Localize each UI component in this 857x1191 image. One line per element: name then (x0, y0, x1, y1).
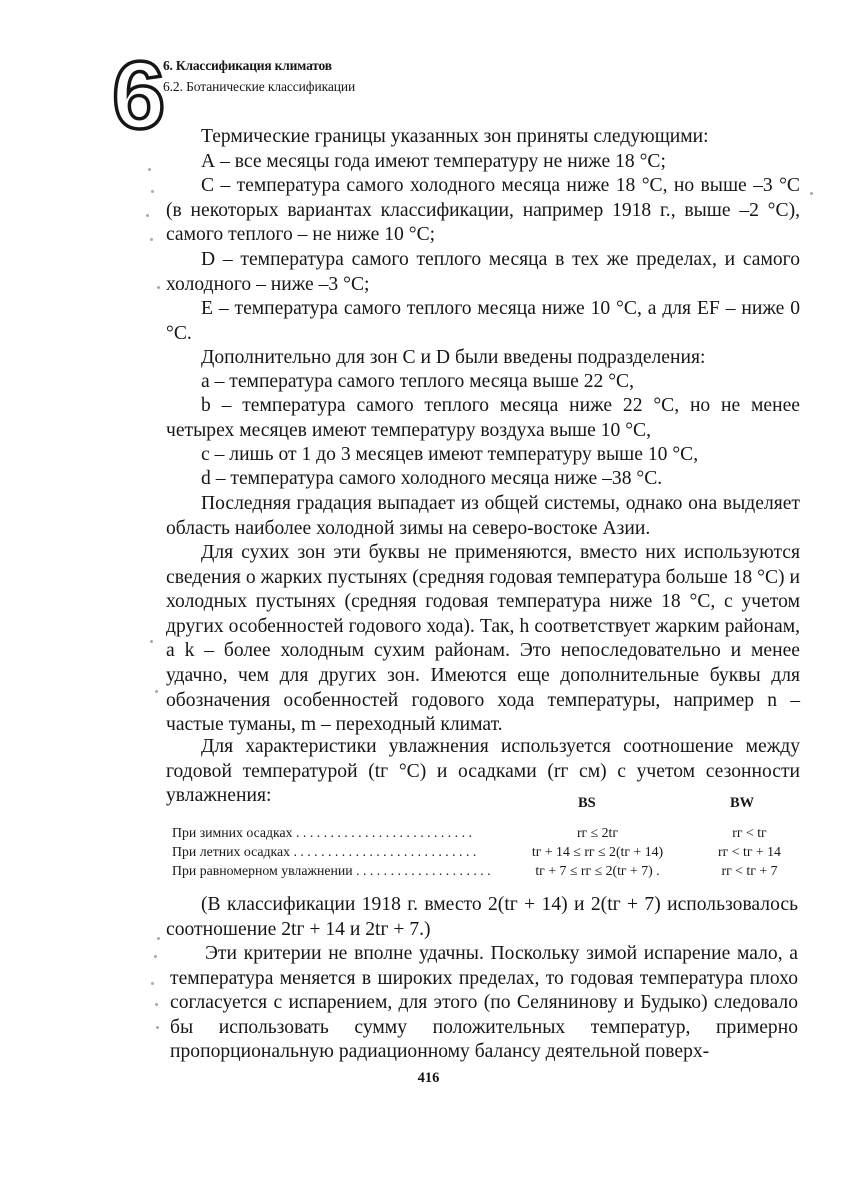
chapter-title: 6. Классификация климатов (163, 58, 332, 73)
table-row (172, 823, 804, 842)
scan-speck (156, 1026, 159, 1029)
paragraph: Дополнительно для зон С и D были введены подразделения: (201, 347, 706, 368)
row-label: При равномерном увлажнении . . . . . . . . . . . . . . . . . . . . (172, 863, 491, 878)
paragraph: с – лишь от 1 до 3 месяцев имеют температуру выше 10 °С, (201, 444, 699, 465)
bw-criterion: rг < tг + 7 (721, 863, 778, 878)
row-label: При летних осадках . . . . . . . . . . . . . . . . . . . . . . . . . . . (172, 844, 477, 859)
scan-speck (155, 1003, 158, 1006)
bw-criterion: rг < tг + 14 (718, 844, 781, 859)
row-label: При зимних осадках . . . . . . . . . . . . . . . . . . . . . . . . . . (172, 825, 472, 840)
paragraph: Е – температура самого теплого месяца ниже 10 °С, а для EF – ниже 0 °С. (166, 298, 800, 344)
paragraph: А – все месяцы года имеют температуру не ниже 18 °С; (201, 151, 666, 172)
page-number: 416 (417, 1070, 440, 1086)
bs-criterion: tг + 14 ≤ rг ≤ 2(tг + 14) (531, 844, 664, 859)
chapter-number-graphic: 6 (112, 42, 166, 149)
bs-criterion: tг + 7 ≤ rг ≤ 2(tг + 7) . (535, 863, 660, 878)
scan-speck (157, 286, 160, 289)
moisture-table-header-bw: BW (730, 795, 755, 811)
paragraph: Эти критерии не вполне удачны. Поскольку зимой испарение мало, а температура меняется в широких пределах, то годовая температура плохо согласуется с испарением, для этого (по Селянинову и Будыко) следовало бы использовать сумму положительных температур, примерно пропорциональную радиационному балансу деятельной поверх- (170, 943, 798, 1063)
scan-speck (154, 955, 157, 958)
paragraph: (В классификации 1918 г. вместо 2(tг + 14) и 2(tг + 7) использовалось соотношение 2tг + 14 и 2tг + 7.) (166, 894, 798, 940)
scan-speck (155, 690, 158, 693)
bs-criterion: rг ≤ 2tг (576, 825, 619, 840)
paragraph: Последняя градация выпадает из общей системы, однако она выделяет область наиболее холодной зимы на северо-востоке Азии. (166, 493, 800, 539)
scan-speck (146, 214, 149, 217)
scan-speck (151, 190, 154, 193)
paragraph: d – температура самого холодного месяца ниже –38 °С. (201, 468, 663, 489)
scan-speck (150, 238, 153, 241)
paragraph: Для характеристики увлажнения используется соотношение между годовой температурой (tг °С) и осадками (rг см) с учетом сезонности увлажнения: (166, 736, 800, 807)
scan-speck (151, 982, 154, 985)
scan-speck (150, 640, 153, 643)
paragraph: Для сухих зон эти буквы не применяются, вместо них используются сведения о жарких пустынях (средняя годовая температура больше 18 °С) и холодных пустынях (средняя годовая температура ниже 18 °С, с учетом других особенностей годового хода). Так, h соответствует жарким районам, а k – более холодным сухим районам. Это непоследовательно и менее удачно, чем для других зон. Имеются еще дополнительные буквы для обозначения особенностей годового хода температуры, например n – частые туманы, m – переходный климат. (166, 542, 800, 736)
table-row (172, 842, 804, 861)
bw-criterion: rг < tг (732, 825, 767, 840)
paragraph: Термические границы указанных зон приняты следующими: (201, 126, 709, 147)
paragraph: а – температура самого теплого месяца выше 22 °С, (201, 371, 635, 392)
moisture-table (172, 823, 804, 880)
scan-speck (157, 937, 160, 940)
moisture-table-header-bs: BS (578, 795, 596, 811)
table-row (172, 861, 804, 880)
paragraph: D – температура самого теплого месяца в тех же пределах, и самого холодного – ниже –3 °С; (166, 249, 800, 295)
scan-speck (148, 168, 151, 171)
scan-speck (810, 192, 813, 195)
section-title: 6.2. Ботанические классификации (163, 79, 356, 94)
paragraph: С – температура самого холодного месяца ниже 18 °С, но выше –3 °С (в некоторых вариантах классификации, например 1918 г., выше –2 °С), самого теплого – не ниже 10 °С; (166, 175, 800, 246)
paragraph: b – температура самого теплого месяца ниже 22 °С, но не менее четырех месяцев имеют температуру воздуха выше 10 °С, (166, 395, 800, 441)
